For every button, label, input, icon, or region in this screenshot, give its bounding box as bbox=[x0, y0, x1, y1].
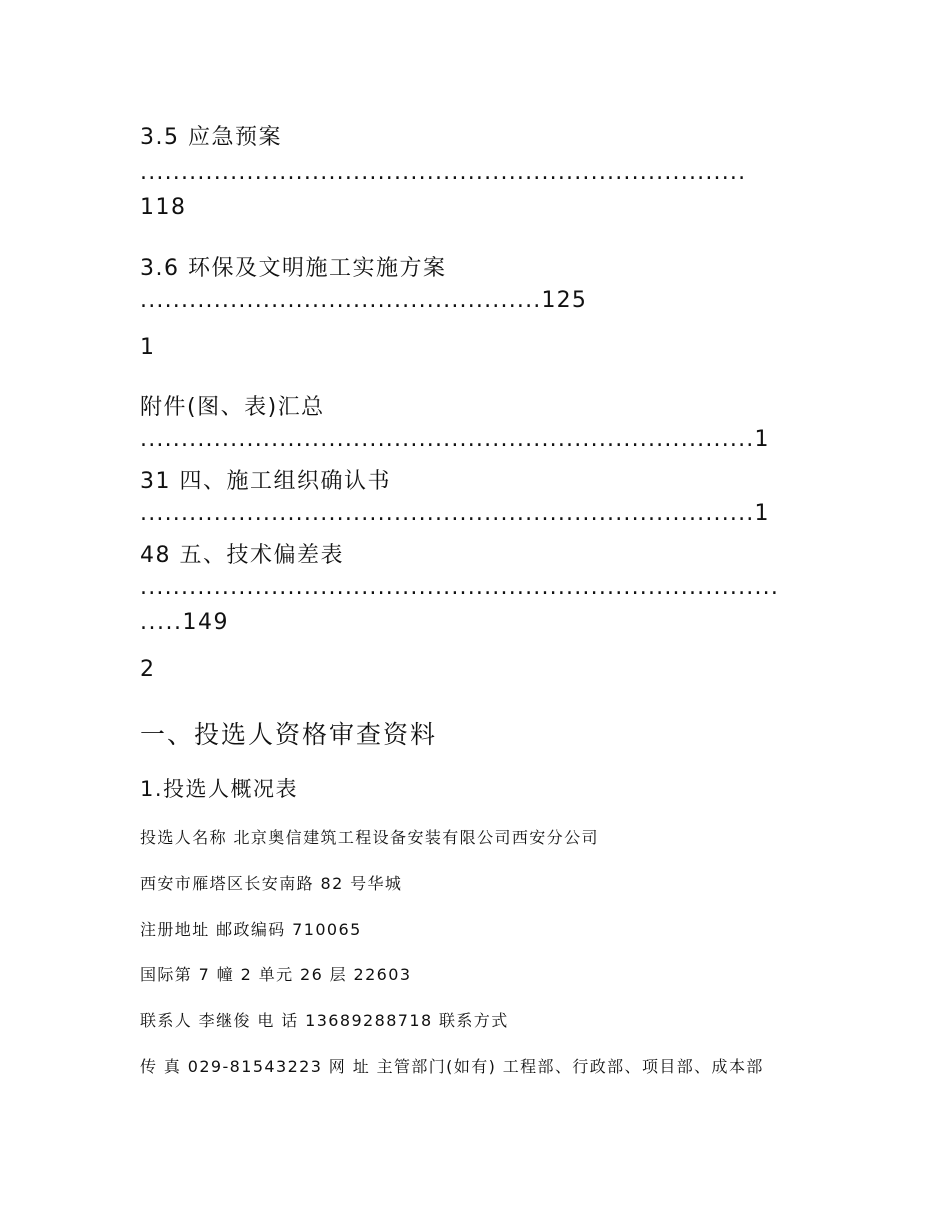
toc-section-4-line: 31 四、施工组织确认书 bbox=[140, 469, 391, 494]
toc-entry-3-5-page: 118 bbox=[140, 195, 187, 220]
form-line-contact: 联系人 李继俊 电 话 13689288718 联系方式 bbox=[140, 1011, 509, 1030]
toc-entry-3-5-title: 3.5 应急预案 bbox=[140, 125, 282, 150]
toc-section-5-page: .....149 bbox=[140, 610, 229, 635]
form-line-registered-address: 注册地址 邮政编码 710065 bbox=[140, 920, 362, 939]
toc-entry-3-6-leader: .................................................125 bbox=[140, 288, 588, 313]
form-line-address-part1: 西安市雁塔区长安南路 82 号华城 bbox=[140, 874, 403, 893]
page-marker-2: 2 bbox=[140, 657, 156, 682]
toc-section-5-leader: .............................................................................. bbox=[140, 575, 780, 600]
form-line-fax-website: 传 真 029-81543223 网 址 主管部门(如有) 工程部、行政部、项目部、成本部 bbox=[140, 1057, 764, 1076]
toc-section-5-line: 48 五、技术偏差表 bbox=[140, 543, 344, 568]
section-subheading: 1.投选人概况表 bbox=[140, 777, 299, 801]
form-line-bidder-name: 投选人名称 北京奥信建筑工程设备安装有限公司西安分公司 bbox=[140, 828, 599, 847]
section-heading: 一、投选人资格审查资料 bbox=[140, 720, 438, 749]
page-marker-1: 1 bbox=[140, 335, 156, 360]
toc-entry-3-5-leader: .......................................................................... bbox=[140, 160, 747, 185]
toc-attachments-leader: ...........................................................................1 bbox=[140, 427, 770, 452]
toc-section-4-leader: ...........................................................................1 bbox=[140, 501, 770, 526]
form-line-address-part2: 国际第 7 幢 2 单元 26 层 22603 bbox=[140, 965, 412, 984]
toc-attachments-title: 附件(图、表)汇总 bbox=[140, 395, 325, 420]
toc-entry-3-6-title: 3.6 环保及文明施工实施方案 bbox=[140, 256, 447, 281]
